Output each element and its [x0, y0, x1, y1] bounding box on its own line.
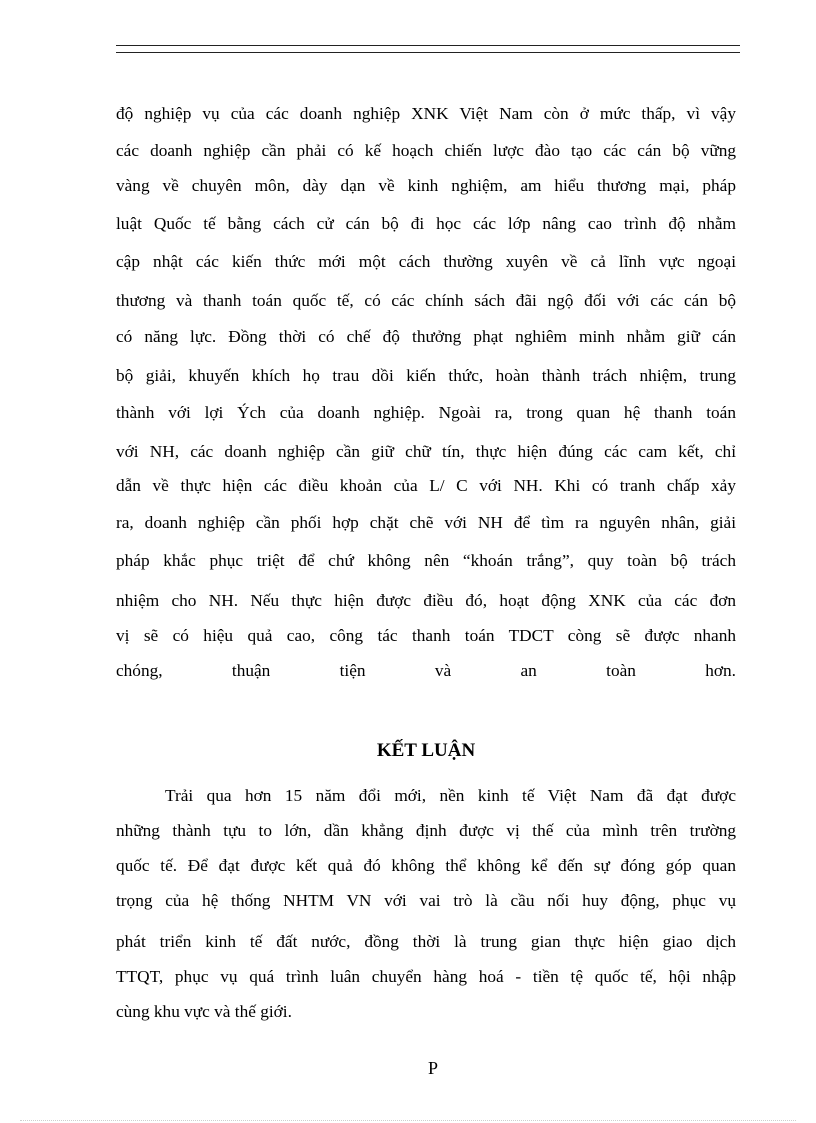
text-line: quốc tế. Để đạt được kết quả đó không thể không kể đến sự đóng góp quan — [116, 856, 736, 875]
text-line: trọng của hệ thống NHTM VN với vai trò là cầu nối huy động, phục vụ — [116, 891, 736, 910]
page-footer-mark: P — [427, 1058, 438, 1078]
text-line: độ nghiệp vụ của các doanh nghiệp XNK Việt Nam còn ở mức thấp, vì vậy — [116, 104, 736, 123]
text-line: những thành tựu to lớn, dần khẳng định được vị thế của mình trên trường — [116, 821, 736, 840]
text-line: vị sẽ có hiệu quả cao, công tác thanh toán TDCT còng sẽ được nhanh — [116, 626, 736, 645]
text-line: thương và thanh toán quốc tế, có các chính sách đãi ngộ đối với các cán bộ — [116, 291, 736, 310]
text-line: Trải qua hơn 15 năm đổi mới, nền kinh tế Việt Nam đã đạt được — [165, 786, 736, 805]
text-line: vàng về chuyên môn, dày dạn về kinh nghiệm, am hiểu thương mại, pháp — [116, 176, 736, 195]
text-line: các doanh nghiệp cần phải có kế hoạch chiến lược đào tạo các cán bộ vững — [116, 141, 736, 160]
text-line: cùng khu vực và thế giới. — [116, 1002, 292, 1021]
section-heading-conclusion: KẾT LUẬN — [376, 740, 476, 761]
text-line: pháp khắc phục triệt để chứ không nên “khoán trắng”, quy toàn bộ trách — [116, 551, 736, 570]
page-bottom-border — [20, 1120, 796, 1121]
text-line: dẫn về thực hiện các điều khoản của L/ C với NH. Khi có tranh chấp xảy — [116, 476, 736, 495]
text-line: phát triển kinh tế đất nước, đồng thời là trung gian thực hiện giao dịch — [116, 932, 736, 951]
text-line: với NH, các doanh nghiệp cần giữ chữ tín, thực hiện đúng các cam kết, chỉ — [116, 442, 736, 461]
text-line: cập nhật các kiến thức mới một cách thường xuyên về cả lĩnh vực ngoại — [116, 252, 736, 271]
text-line: chóng, thuận tiện và an toàn hơn. — [116, 661, 736, 680]
text-line: bộ giải, khuyến khích họ trau dồi kiến thức, hoàn thành trách nhiệm, trung — [116, 366, 736, 385]
text-line: nhiệm cho NH. Nếu thực hiện được điều đó, hoạt động XNK của các đơn — [116, 591, 736, 610]
text-line: thành với lợi Ých của doanh nghiệp. Ngoài ra, trong quan hệ thanh toán — [116, 403, 736, 422]
header-rule — [116, 45, 740, 53]
text-line: ra, doanh nghiệp cần phối hợp chặt chẽ với NH để tìm ra nguyên nhân, giải — [116, 513, 736, 532]
text-line: có năng lực. Đồng thời có chế độ thưởng phạt nghiêm minh nhằm giữ cán — [116, 327, 736, 346]
text-line: luật Quốc tế bằng cách cử cán bộ đi học các lớp nâng cao trình độ nhằm — [116, 214, 736, 233]
text-line: TTQT, phục vụ quá trình luân chuyển hàng hoá - tiền tệ quốc tế, hội nhập — [116, 967, 736, 986]
